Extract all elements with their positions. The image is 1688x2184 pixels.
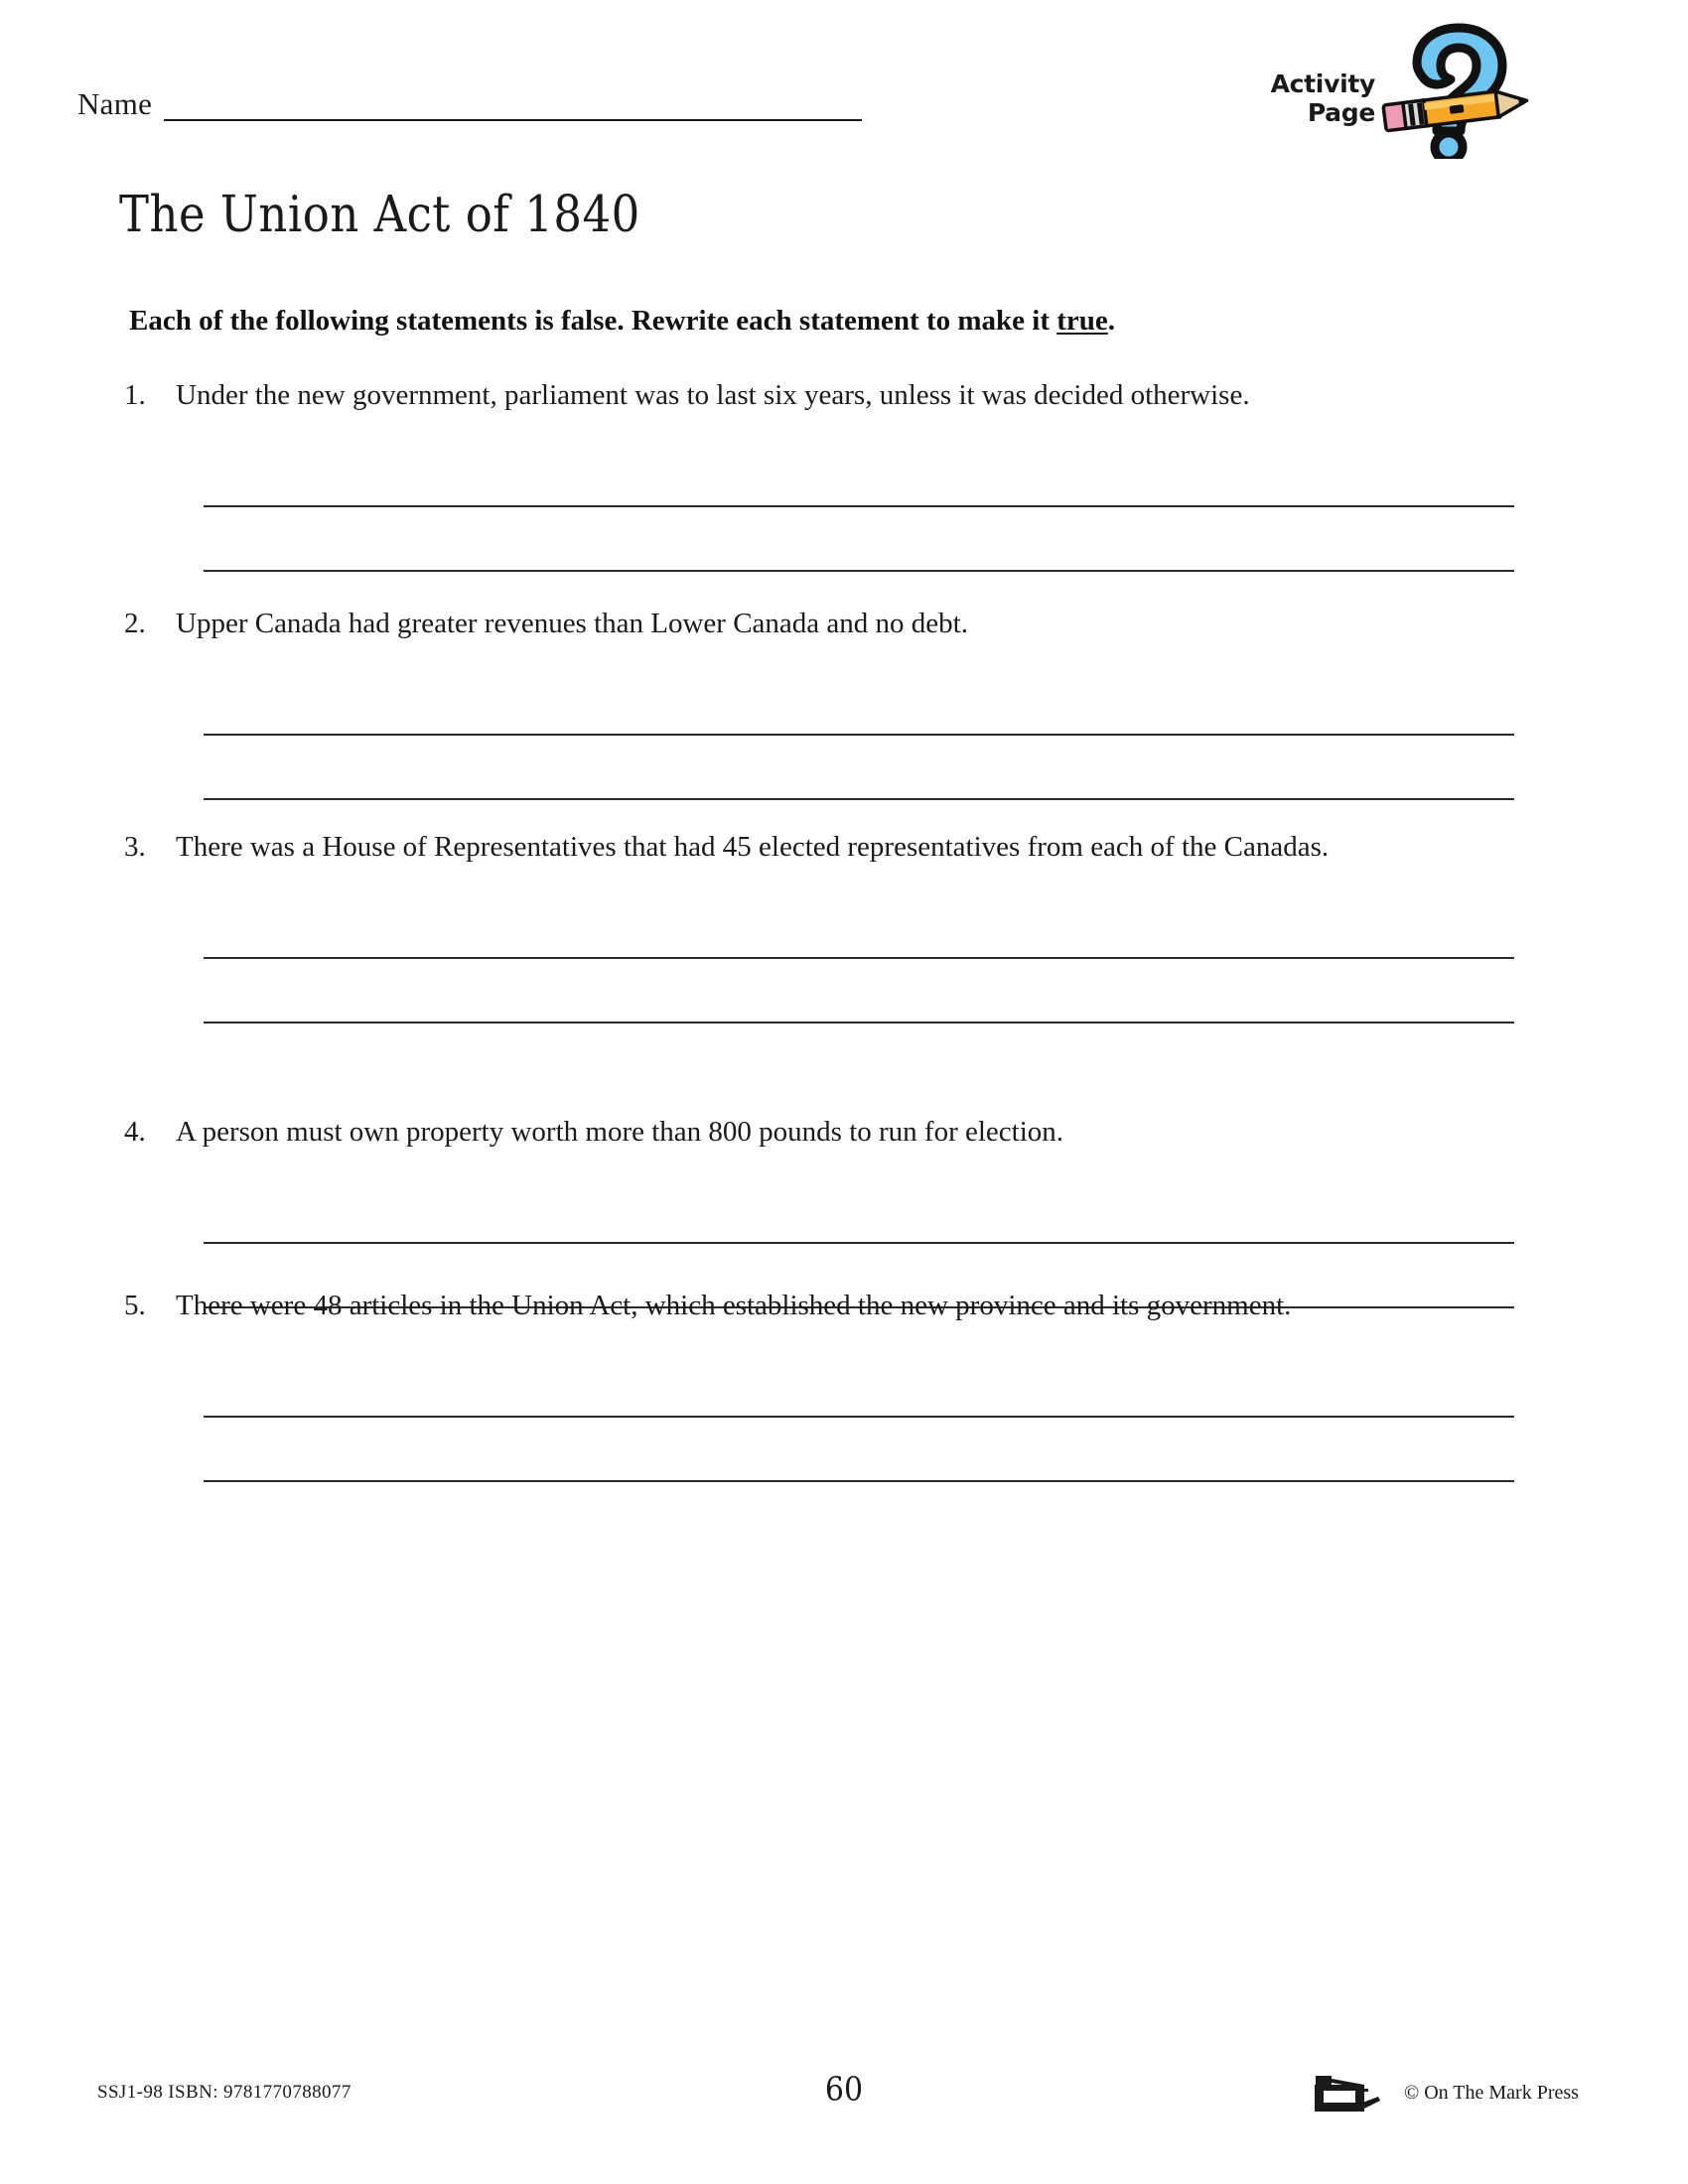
question-number: 4. <box>124 1116 146 1148</box>
activity-label-line2: Page <box>1307 98 1375 127</box>
answer-write-line[interactable] <box>204 507 1514 572</box>
question-text: A person must own property worth more than 800 pounds to run for election. <box>176 1116 1064 1148</box>
question-block <box>124 604 1534 800</box>
question-number: 3. <box>124 831 146 863</box>
pencil-icon <box>1375 20 1534 159</box>
answer-write-line[interactable] <box>204 1418 1514 1482</box>
activity-page-label <box>1246 69 1375 127</box>
question-row <box>124 827 1534 867</box>
answer-write-line[interactable] <box>204 443 1514 507</box>
answer-lines-group <box>204 443 1514 572</box>
question-row <box>124 375 1534 415</box>
question-row <box>124 604 1534 643</box>
footer-book-code: SSJ1-98 ISBN: 9781770788077 <box>97 2082 352 2103</box>
activity-page-badge <box>1246 20 1534 159</box>
question-block <box>124 1112 1534 1308</box>
question-number: 1. <box>124 379 146 411</box>
name-label: Name <box>77 86 153 121</box>
question-text: There was a House of Representatives that had 45 elected representatives from each of the Canadas. <box>176 831 1330 863</box>
question-text: There were 48 articles in the Union Act, which established the new province and its government. <box>176 1290 1292 1321</box>
publisher-credit <box>1311 2065 1579 2120</box>
on-the-mark-press-logo <box>1311 2071 1382 2115</box>
answer-write-line[interactable] <box>204 736 1514 800</box>
answer-lines-group <box>204 671 1514 800</box>
question-number: 2. <box>124 608 146 639</box>
page-title: The Union Act of 1840 <box>119 185 640 244</box>
instruction-after: . <box>1107 305 1116 337</box>
instruction-underlined-word: true <box>1056 305 1108 337</box>
question-row <box>124 1286 1534 1325</box>
question-text: Under the new government, parliament was to last six years, unless it was decided otherwise. <box>176 379 1250 411</box>
copyright-text: © On The Mark Press <box>1404 2082 1579 2104</box>
answer-lines-group <box>204 894 1514 1024</box>
question-text: Upper Canada had greater revenues than Lower Canada and no debt. <box>176 608 968 639</box>
instruction-text <box>129 303 1115 339</box>
instruction-before: Each of the following statements is false. Rewrite each statement to make it <box>129 305 1057 337</box>
name-input-line[interactable] <box>164 91 862 121</box>
answer-write-line[interactable] <box>204 959 1514 1024</box>
activity-label-line1: Activity <box>1270 69 1375 98</box>
answer-write-line[interactable] <box>204 1179 1514 1244</box>
answer-lines-group <box>204 1353 1514 1482</box>
answer-write-line[interactable] <box>204 1353 1514 1418</box>
page-number: 60 <box>824 2071 864 2110</box>
question-block <box>124 1286 1534 1482</box>
question-block <box>124 375 1534 572</box>
answer-write-line[interactable] <box>204 671 1514 736</box>
question-mark-pencil-icon <box>1375 20 1534 159</box>
answer-write-line[interactable] <box>204 894 1514 959</box>
question-row <box>124 1112 1534 1152</box>
question-block <box>124 827 1534 1024</box>
name-field-row <box>77 87 862 121</box>
question-number: 5. <box>124 1290 146 1321</box>
